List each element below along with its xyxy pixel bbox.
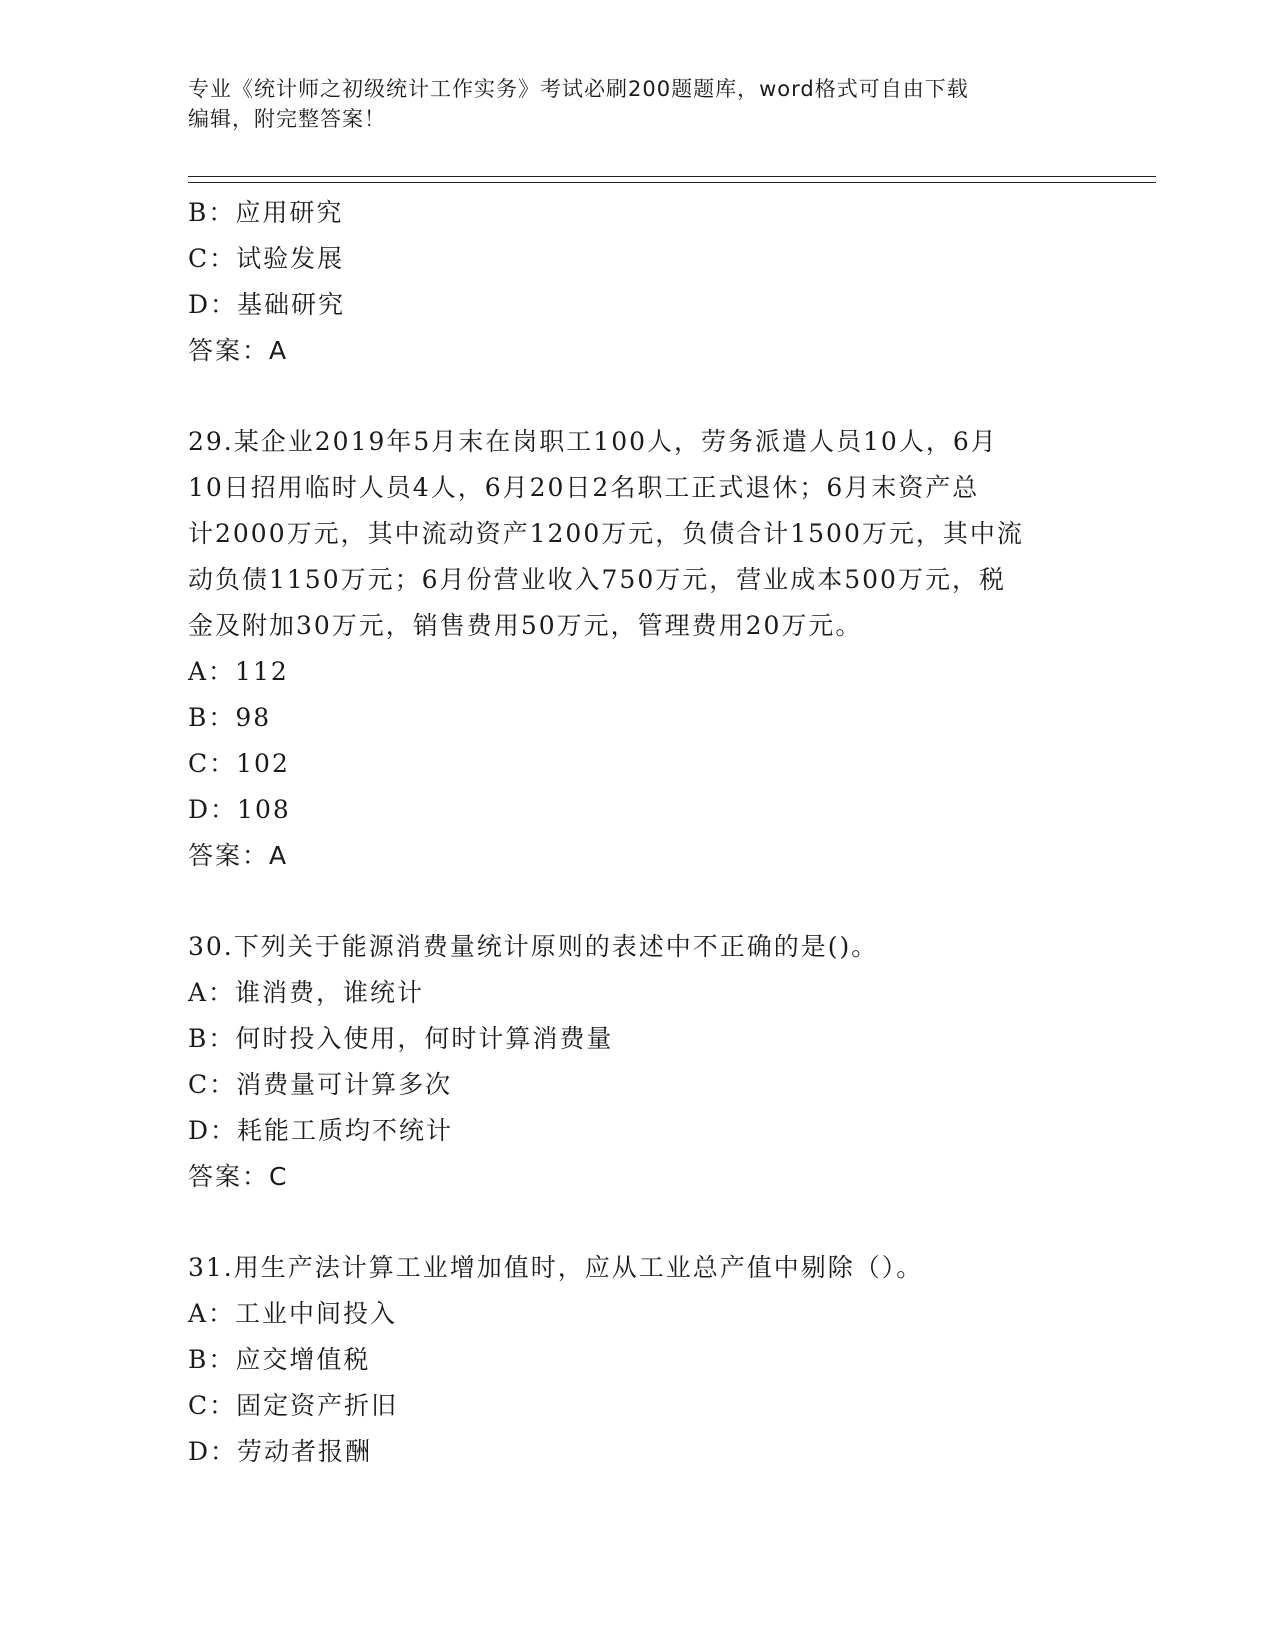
option-b: B：何时投入使用，何时计算消费量 xyxy=(188,1024,614,1053)
option-b: B：应用研究 xyxy=(188,198,344,227)
question-text-line: 10日招用临时人员4人，6月20日2名职工正式退休；6月末资产总 xyxy=(188,473,980,502)
header-divider-top xyxy=(188,176,1156,177)
option-a: A：谁消费，谁统计 xyxy=(188,978,425,1007)
question-text-line: 计2000万元，其中流动资产1200万元，负债合计1500万元，其中流 xyxy=(188,519,1024,548)
spacer xyxy=(188,374,1088,419)
option-c: C：102 xyxy=(188,749,290,778)
question-31 xyxy=(188,1245,1088,1475)
question-28-continued xyxy=(188,190,1088,374)
question-text-line: 动负债1150万元；6月份营业收入750万元，营业成本500万元，税 xyxy=(188,565,1006,594)
question-text: 30.下列关于能源消费量统计原则的表述中不正确的是()。 xyxy=(188,932,879,961)
spacer xyxy=(188,1200,1088,1245)
option-c: C：试验发展 xyxy=(188,244,345,273)
question-text-line: 29.某企业2019年5月末在岗职工100人，劳务派遣人员10人，6月 xyxy=(188,427,998,456)
option-a: A：112 xyxy=(188,657,289,686)
option-b: B：应交增值税 xyxy=(188,1345,371,1374)
header-line-1: 专业《统计师之初级统计工作实务》考试必刷200题题库，word格式可自由下载 xyxy=(188,77,969,101)
question-text-line: 金及附加30万元，销售费用50万元，管理费用20万元。 xyxy=(188,611,863,640)
option-a: A：工业中间投入 xyxy=(188,1299,398,1328)
option-d: D：108 xyxy=(188,795,291,824)
document-body xyxy=(188,190,1088,1475)
answer-label: 答案：C xyxy=(188,1162,289,1191)
answer-label: 答案：A xyxy=(188,336,289,365)
option-d: D：基础研究 xyxy=(188,290,346,319)
option-c: C：固定资产折旧 xyxy=(188,1391,399,1420)
question-text: 31.用生产法计算工业增加值时，应从工业总产值中剔除（）。 xyxy=(188,1253,924,1282)
header-divider-bottom xyxy=(188,182,1156,183)
question-29 xyxy=(188,419,1088,879)
option-d: D：劳动者报酬 xyxy=(188,1437,373,1466)
spacer xyxy=(188,879,1088,924)
option-d: D：耗能工质均不统计 xyxy=(188,1116,454,1145)
question-30 xyxy=(188,924,1088,1200)
option-b: B：98 xyxy=(188,703,272,732)
header-line-2: 编辑，附完整答案！ xyxy=(188,107,386,131)
answer-label: 答案：A xyxy=(188,841,289,870)
option-c: C：消费量可计算多次 xyxy=(188,1070,453,1099)
document-header xyxy=(188,74,1068,134)
